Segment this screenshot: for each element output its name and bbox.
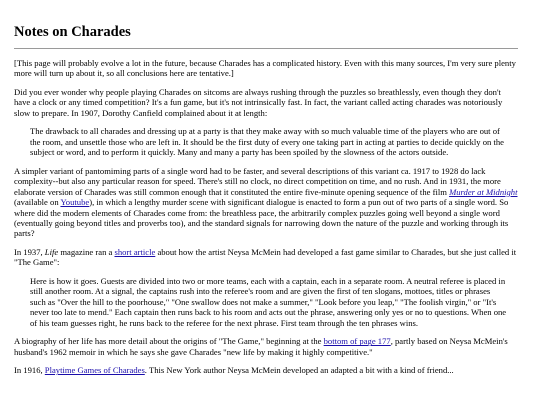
link-murder-at-midnight[interactable]: Murder at Midnight — [449, 186, 518, 197]
quote-canfield: The drawback to all charades and dressing up at a party is that they make away with so much valuable time of the players who are out of the room, and unsettle those who are left in. It should be the first duty of every one taking part in acting at parties to decide quickly on the subject or word, and to perform it quickly. Many and many a party has been spoiled by the slowness of the actors outside. — [30, 126, 504, 158]
paragraph-4-text-a: A biography of her life has more detail about the origins of "The Game," beginning at the — [14, 336, 324, 347]
paragraph-4 — [14, 336, 518, 357]
link-bottom-of-page-177[interactable]: bottom of page 177 — [323, 336, 391, 347]
intro-note: [This page will probably evolve a lot in the future, because Charades has a complicated history. Even with this many sources, I'm very sure plenty more will turn up about it, so all conclusions here are tentative.] — [14, 57, 516, 79]
title-divider — [14, 48, 518, 49]
link-short-article[interactable]: short article — [114, 246, 156, 257]
paragraph-2-text-b: (available on — [14, 197, 61, 208]
paragraph-2-text-a: A simpler variant of pantomiming parts of a single word had to be faster, and several descriptions of this variant ca. 1917 to 1928 do lack complexity--but also any particular reason for speed. There's still no clock, no direct competition on time, and no rush. And in 1931, the more elaborate version of Charades was still common enough that it constituted the entire five-minute opening sequence of the film — [14, 165, 501, 197]
paragraph-5-text-a: In 1916, — [14, 365, 45, 376]
paragraph-3-text-c: about how the artist Neysa McMein had developed a fast game similar to Charades, but she just called it "The Game": — [14, 246, 517, 268]
paragraph-3 — [14, 247, 518, 268]
paragraph-5 — [14, 365, 518, 375]
link-playtime-games[interactable]: Playtime Games of Charades — [44, 365, 145, 376]
paragraph-3-text-b: magazine ran a — [58, 246, 115, 257]
paragraph-2-text-c: ), in which a lengthy murder scene with significant dialogue is enacted to form a pun out of two parts of a single word. So where did the modern elements of Charades come from: the breathless pace, the arbitrarily complex puzzles going well beyond a single word (eventually going beyond titles and proverbs too), and the standard signals for narrowing down the nature of the puzzle and working through its parts? — [14, 197, 509, 239]
paragraph-2 — [14, 166, 518, 239]
quote-life-magazine: Here is how it goes. Guests are divided into two or more teams, each with a captain, each in a separate room. A neutral referee is placed in still another room. At a signal, the captains rush into the referee's room and are given the first of ten slogans, mottoes, titles or phrases such as "Over the hill to the poorhouse," "One swallow does not make a summer," "Look before you leap," "The foolish virgin," or "It's never too late to mend." Each captain then runs back to his room and acts out the phrase, answering only yes or no to questions. When one of his team guesses right, he runs back to the referee for the next phrase. First team through the ten phrases wins. — [30, 275, 507, 328]
paragraph-5-text-b: . This New York author Neysa McMein developed an adapted a bit with a kind of friend... — [144, 365, 454, 376]
life-magazine-title: Life — [44, 246, 59, 257]
paragraph-3-text-a: In 1937, — [14, 246, 45, 257]
page-title: Notes on Charades — [14, 24, 131, 40]
paragraph-1: Did you ever wonder why people playing Charades on sitcoms are always rushing through the puzzles so breathlessly, even though they don't have a clock or any timed competition? It's a fun game, but it's not intrinsically fast. In fact, the variant called acting charades was notoriously slow to prepare. In 1907, Dorothy Canfield complained about it at length: — [14, 86, 503, 118]
link-youtube[interactable]: Youtube — [60, 197, 90, 208]
paragraph-4-text-b: , partly based on Neysa McMein's husband's 1962 memoir in which he says she gave Charades "new life by making it highly competitive." — [14, 336, 508, 357]
